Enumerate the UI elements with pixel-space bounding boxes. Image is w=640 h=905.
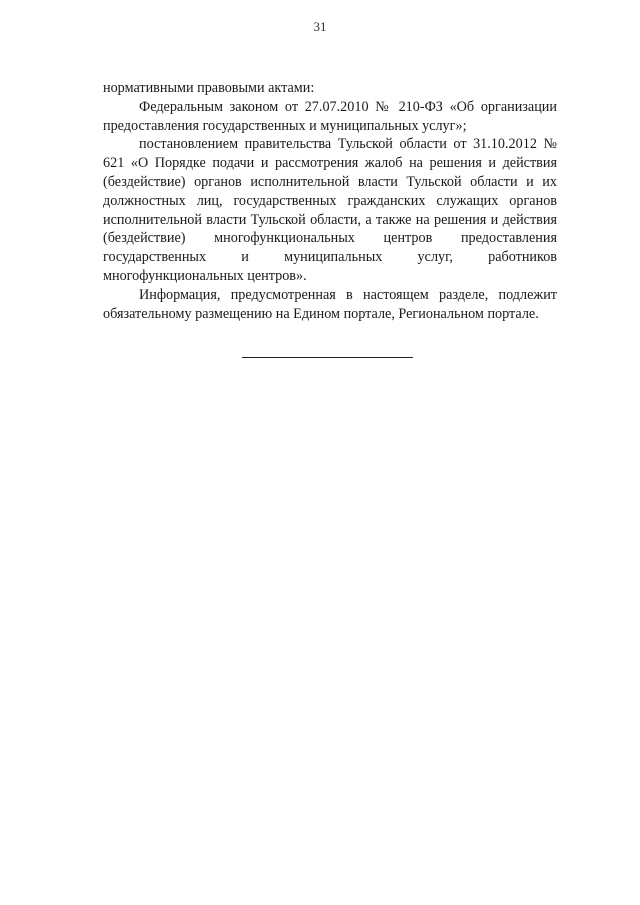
- paragraph-federal-law: Федеральным законом от 27.07.2010 № 210-ФЗ «Об организации предоставления государственных и муниципальных услуг»;: [103, 98, 557, 134]
- paragraph-intro: нормативными правовыми актами:: [103, 80, 315, 96]
- page-number: 31: [313, 19, 327, 34]
- paragraph-regional-resolution: постановлением правительства Тульской области от 31.10.2012 № 621 «О Порядке подачи и рассмотрения жалоб на решения и действия (бездействие) органов исполнительной власти Тульской области и их должностных лиц, государственных гражданских служащих органов исполнительной власти Тульской области, а также на решения и действия (бездействие) многофункциональных центров предоставления государственных и муниципальных услуг, работников многофункциональных центров».: [103, 136, 557, 284]
- end-divider-line: [242, 357, 413, 358]
- paragraph-publication-info: Информация, предусмотренная в настоящем разделе, подлежит обязательному размещению на Едином портале, Региональном портале.: [103, 286, 557, 322]
- document-body: [103, 79, 557, 323]
